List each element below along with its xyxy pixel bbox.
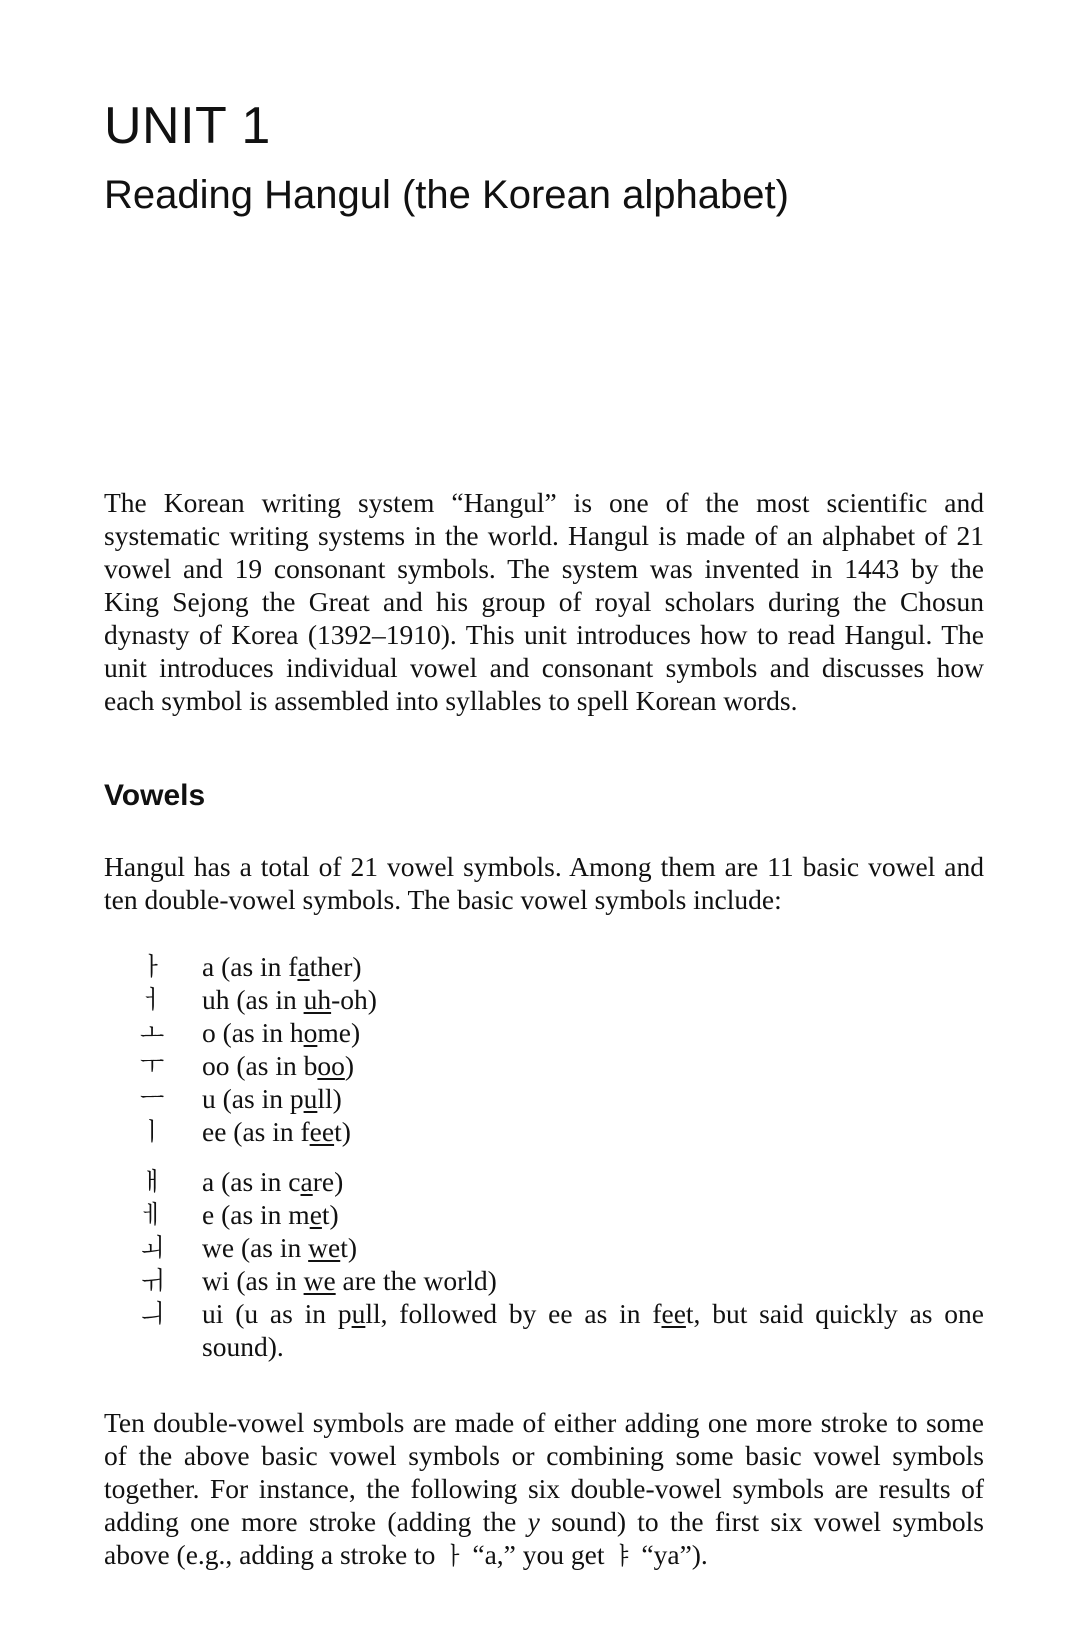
- vowel-glyph: ㅗ: [140, 1018, 165, 1047]
- vowel-item: [140, 1198, 984, 1231]
- vowel-item: [140, 1049, 984, 1082]
- desc-text: -oh): [331, 984, 377, 1015]
- vowel-item: [140, 950, 984, 983]
- vowel-description: [202, 1231, 984, 1264]
- vowel-description: [202, 1165, 984, 1198]
- double-vowel-paragraph: [104, 1406, 984, 1573]
- underlined-sound: ee: [661, 1298, 686, 1329]
- underlined-sound: uh: [303, 984, 332, 1015]
- desc-text: t): [321, 1199, 339, 1230]
- desc-text: ui (u as in p: [202, 1298, 352, 1329]
- vowel-item: [140, 1165, 984, 1198]
- vowel-description: [202, 1198, 984, 1231]
- section-heading-vowels: Vowels: [104, 779, 206, 812]
- desc-text: t): [340, 1232, 358, 1263]
- intro-paragraph: The Korean writing system “Hangul” is one of the most scientific and systematic writing systems in the world. Hangul is made of an alphabet of 21 vowel and 19 consonant symbols. The system was invented in 1443 by the King Sejong the Great and his group of royal scholars during the Chosun dynasty of Korea (1392–1910). This unit introduces how to read Hangul. The unit introduces individual vowel and consonant symbols and discusses how each symbol is assembled into syllables to spell Korean words.: [104, 487, 984, 716]
- vowel-description: [202, 1115, 984, 1148]
- compound-vowel-list: [140, 1165, 984, 1363]
- vowel-glyph: ㅜ: [140, 1051, 165, 1080]
- desc-text: ee (as in f: [202, 1116, 310, 1147]
- vowels-intro-paragraph: Hangul has a total of 21 vowel symbols. Among them are 11 basic vowel and ten double-vowel symbols. The basic vowel symbols include:: [104, 851, 984, 915]
- desc-text: ll, followed by ee as in f: [365, 1298, 662, 1329]
- vowel-glyph: ㅐ: [140, 1167, 165, 1196]
- desc-text: u (as in p: [202, 1083, 304, 1114]
- vowel-glyph: ㅚ: [140, 1233, 165, 1262]
- vowel-item: [140, 983, 984, 1016]
- desc-text: t, but said quickly as one sound).: [202, 1298, 985, 1362]
- vowel-glyph: ㅔ: [140, 1200, 165, 1229]
- underlined-sound: ee: [309, 1116, 335, 1147]
- desc-text: me): [317, 1017, 361, 1048]
- vowel-description: [202, 1049, 984, 1082]
- desc-text: a (as in c: [202, 1166, 301, 1197]
- underlined-sound: a: [300, 1166, 313, 1197]
- italic-y: y: [527, 1506, 540, 1537]
- vowel-glyph: ㅡ: [140, 1084, 165, 1113]
- vowel-item: [140, 1016, 984, 1049]
- vowel-description: [202, 1297, 984, 1363]
- desc-text: uh (as in: [202, 984, 304, 1015]
- desc-text: are the world): [335, 1265, 497, 1296]
- vowel-glyph: ㅣ: [140, 1117, 165, 1146]
- vowel-glyph: ㅓ: [140, 985, 165, 1014]
- vowel-item: [140, 1115, 984, 1148]
- desc-text: ): [344, 1050, 355, 1081]
- desc-text: ther): [309, 951, 362, 982]
- underlined-sound: we: [303, 1265, 336, 1296]
- vowel-description: [202, 1016, 984, 1049]
- vowel-description: [202, 950, 984, 983]
- desc-text: t): [334, 1116, 351, 1147]
- underlined-sound: u: [303, 1083, 318, 1114]
- paragraph-text: “a,” you get: [465, 1539, 612, 1570]
- vowel-item: [140, 1297, 984, 1363]
- vowel-glyph: ㅏ: [140, 952, 165, 981]
- vowel-item: [140, 1264, 984, 1297]
- inline-vowel-glyph: ㅏ: [442, 1542, 466, 1570]
- desc-text: ll): [317, 1083, 342, 1114]
- underlined-sound: we: [308, 1232, 341, 1263]
- paragraph-text: “ya”).: [634, 1539, 708, 1570]
- underlined-sound: u: [351, 1298, 366, 1329]
- paragraph-text: Ten double-vowel symbols are made of either adding one more stroke to some of the above basic vowel symbols or combining some basic vowel symbols together. For instance, the following six double-vowel symbols are results of adding one more stroke (adding the: [104, 1407, 984, 1537]
- desc-text: wi (as in: [202, 1265, 304, 1296]
- unit-title: UNIT 1: [104, 97, 271, 155]
- vowel-glyph: ㅟ: [140, 1266, 165, 1295]
- desc-text: oo (as in b: [202, 1050, 318, 1081]
- paragraph-text: sound) to the first six vowel symbols above (e.g., adding a stroke to: [104, 1506, 984, 1570]
- vowel-glyph: ㅢ: [140, 1299, 165, 1328]
- underlined-sound: a: [297, 951, 310, 982]
- inline-vowel-glyph: ㅑ: [611, 1542, 635, 1570]
- unit-subtitle: Reading Hangul (the Korean alphabet): [104, 173, 789, 217]
- vowel-description: [202, 1082, 984, 1115]
- vowel-item: [140, 1082, 984, 1115]
- underlined-sound: e: [309, 1199, 322, 1230]
- underlined-sound: oo: [317, 1050, 345, 1081]
- desc-text: e (as in m: [202, 1199, 310, 1230]
- desc-text: o (as in h: [202, 1017, 304, 1048]
- underlined-sound: o: [303, 1017, 318, 1048]
- vowel-description: [202, 983, 984, 1016]
- basic-vowel-list: [140, 950, 984, 1148]
- vowel-item: [140, 1231, 984, 1264]
- desc-text: we (as in: [202, 1232, 309, 1263]
- desc-text: re): [312, 1166, 344, 1197]
- vowel-description: [202, 1264, 984, 1297]
- desc-text: a (as in f: [202, 951, 298, 982]
